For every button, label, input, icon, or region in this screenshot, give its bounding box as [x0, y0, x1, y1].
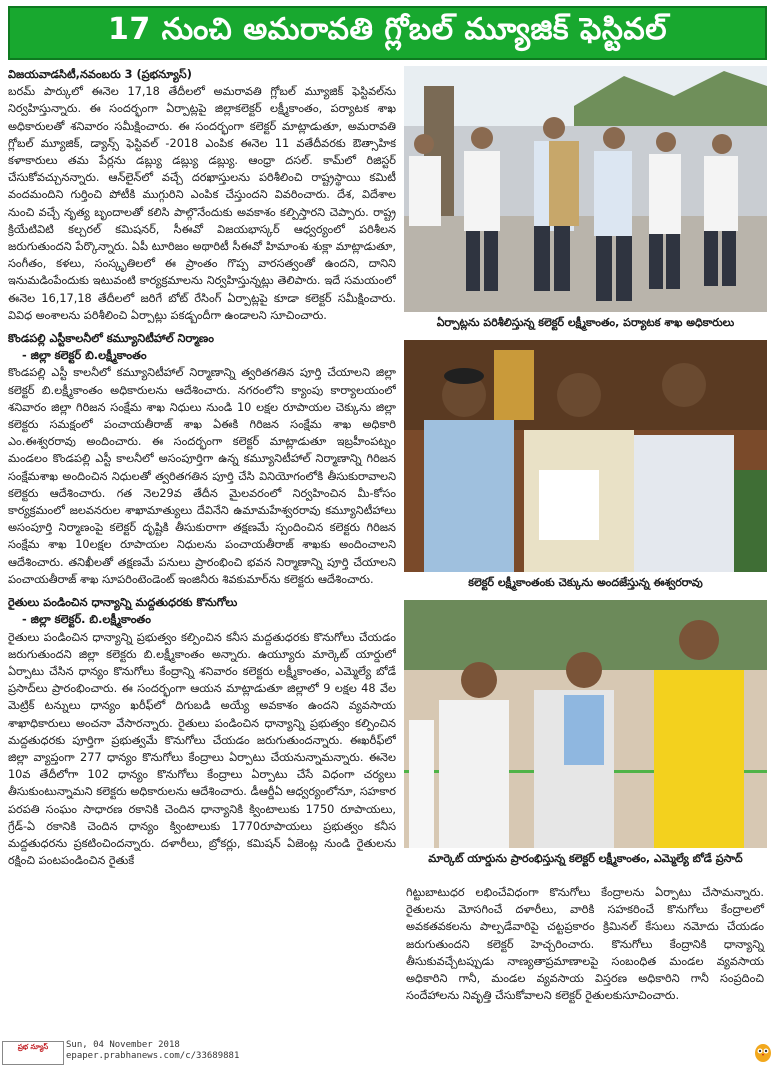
edition-date: Sun, 04 November 2018	[66, 1040, 180, 1050]
headline: 17 నుంచి అమరావతి గ్లోబల్ మ్యూజిక్ ఫెస్టివల్	[107, 12, 668, 47]
photo-market-yard	[404, 600, 767, 848]
owl-icon	[754, 1042, 772, 1062]
left-column	[8, 66, 396, 1036]
article1-body: బరమ్ పార్కులో ఈనెల 17,18 తేదీలలో అమరావతి గ్లోబల్ మ్యూజిక్ ఫెస్టివల్‌ను నిర్వహిస్తున్నారు. ఈ సందర్భంగా ఏర్పాట్లపై జిల్లాకలెక్టర్ లక్ష్మీకాంతం, పర్యాటక శాఖ అధికారులతో శనివారం సమీక్షించారు. ఈ సందర్భంగా కలెక్టర్ మాట్లాడుతూ, అమరావతి గ్లోబల్ మ్యూజిక్, డ్యాన్స్ ఫెస్టివల్ -2018 ఎంపిక ఈనెల 11 వతేదీవరకు ఔత్సాహిక కళాకారులు తమ పేర్లను డబ్ల్యు డబ్ల్యు డబ్ల్యు. ఆంధ్రా దసల్. కామ్‌లో రిజిస్టర్ చేసుకోవచ్చునన్నారు. ఆన్‌లైన్‌లో వచ్చే దరఖాస్తులను పరిశీలించి రాష్ట్రస్థాయి కమిటీ వందమందిని గుర్తించి పోటీకి ముగ్గురిని ఎంపిక చేస్తుందని వివరించారు. దేశ, విదేశాల నుంచి వచ్చే నృత్య బృందాలతో కలిసి పాల్గొనేందుకు అవకాశం కల్పిస్తారని చెప్పారు. రాష్ట్ర క్రియేటివిటి కల్చరల్ కమిషనర్, సీఈవో విజయభాస్కర్ ఆధ్వర్యంలో పరిశీలన జరుగుతుందని పేర్కొన్నారు. ఏపీ టూరిజం అథారిటీ సీఈవో హిమాంశు శుక్లా మాట్లాడుతూ, సంగీతం, కళలు, సంస్కృతిలలో ఈ ప్రాంతం గొప్ప వారసత్వంతో ఉందని, దానిని ఇనుమడింపేందుకు ఇటువంటి కార్యక్రమాలను నిర్వహిస్తున్నట్లు తెలిపారు. ఇదే సమయంలో ఈనెల 16,17,18 తేదీలలో జరిగే బోట్ రేసింగ్ ఏర్పాట్లపై కూడా కలెక్టర్ సమీక్షించారు. వివిధ అంశాలను పరిశీలించి ఏర్పాట్లు పకడ్బందీగా ఉండాలని సూచించారు.	[8, 85, 396, 322]
photo3-caption: మార్కెట్ యార్డును ప్రారంభిస్తున్న కలెక్టర్ లక్ష్మీకాంతం, ఎమ్మెల్యే బోడే ప్రసాద్	[428, 852, 743, 865]
dateline: విజయవాడసిటీ,నవంబరు 3 (ప్రభన్యూస్)	[8, 68, 192, 81]
article3-title: రైతులు పండించిన ధాన్యాన్ని మద్దతుధరకు కొనుగోలు	[8, 596, 238, 610]
article3-continued: గిట్టుబాటుధర లభించేవిధంగా కొనుగోలు కేంద్రాలను ఏర్పాటు చేసామన్నారు. రైతులను మోసగించే దళారీలు, వారికి సహకరించే కొనుగోలు కేంద్రాలలో అవకతవకలను పాల్పడేవారిపై చట్టప్రకారం క్రిమినల్ కేసులు నమోదు చేయడం జరుగుతుందని కలెక్టర్ హెచ్చరించారు. కొనుగోలు కేంద్రానికి ధాన్యాన్ని తీసుకువచ్చేటప్పుడు నాణ్యతాప్రమాణాలపై సంబంధిత మండల వ్యవసాయ అధికారిని గానీ, మండల వ్యవసాయ విస్తరణ అధికారిని గానీ సంప్రదించి సందేహాలను నివృత్తి చేసుకోవాలని కలెక్టర్ రైతులకుసూచించారు.	[406, 886, 764, 1003]
photo2-caption: కలెక్టర్ లక్ష్మీకాంతంకు చెక్కును అందజేస్తున్న ఈశ్వరరావు	[468, 576, 703, 589]
article2-body: కొండపల్లి ఎస్టీ కాలనీలో కమ్యూనిటీహాల్ నిర్మాణాన్ని త్వరితగతిన పూర్తి చేయాలని జిల్లా కలెక్టర్ బి.లక్ష్మీకాంతం అధికారులను ఆదేశించారు. నగరంలోని క్యాంపు కార్యాలయంలో శనివారం జిల్లా గిరిజన సంక్షేమ శాఖ నిధులు నుండి 10 లక్షల రూపాయల చెక్కును జిల్లా కలెక్టరు సమక్షంలో పంచాయతీరాజ్ శాఖ ఏఈకి గిరిజన సంక్షేమ శాఖ అధికారి ఎం.ఈశ్వరరావు అందించారు. ఈ సందర్భంగా కలెక్టర్ మాట్లాడుతూ ఇబ్రహీంపట్నం మండలం కొండపల్లి ఎస్టీ కాలనీలో అసంపూర్తిగా ఉన్న కమ్యూనిటీహాల్ నిర్మాణాన్ని గిరిజన సంక్షేమశాఖ అందించిన నిధులతో త్వరితగతిన పూర్తి చేసి వినియోగంలోకి తీసుకురావాలని కలెక్టరు ఆదేశించారు. గత నెల29వ తేదీన మైలవరంలో నిర్వహించిన మీ-కోసం కార్యక్రమంలో జలవనరుల శాఖామాత్యులు దేవినేని ఉమామహేశ్వరరావు కమ్యూనిటీహాలు అసంపూర్తి నిర్మాణంపై కలెక్టర్ దృష్టికి తీసుకురాగా తక్షణమే స్పందించిన కలెక్టరు గిరిజన సంక్షేమ శాఖ 10లక్షల రూపాయల నిధులను పంచాయతీరాజ్ శాఖకు అందించాలని ఆదేశించారు. తనిఖీలతో తక్షణమే పనులు ప్రారంభించి భవన నిర్మాణాన్ని పూర్తి చేయాలని పంచాయతీరాజ్ శాఖ సూపరింటెండెంట్ ఇంజినీరు శివకుమార్‌ను కలెక్టరు ఆదేశించారు.	[8, 366, 396, 586]
photo-inspection	[404, 66, 767, 312]
article3-subtitle: - జిల్లా కలెక్టర్. బి.లక్ష్మీకాంతం	[22, 613, 151, 627]
article3-body: రైతులు పండించిన ధాన్యాన్ని ప్రభుత్వం కల్పించిన కనీస మద్దతుధరకు కొనుగోలు చేయడం జరుగుతుందని జిల్లా కలెక్టరు బి.లక్ష్మీకాంతం అన్నారు. ఉయ్యూరు మార్కెట్ యార్డులో ఏర్పాటు చేసిన ధాన్యం కొనుగోలు కేంద్రాన్ని శనివారం కలెక్టరు లక్ష్మీకాంతం, ఎమ్మెల్యే బోడే ప్రసాద్‌లు ప్రారంభించారు. ఈ సందర్భంగా ఆయన మాట్లాడుతూ జిల్లాలో 9 లక్షల 48 వేల మెట్రిక్ టన్నులు ధాన్యం ఖరీఫ్‌లో దిగుబడి అయ్యే అవకాశం ఉందని వ్యవసాయ శాఖాధికారులు అంచనా వేసారన్నారు. రైతులు పండించిన ధాన్యాన్ని ప్రభుత్వం కల్పించిన మద్దతుధరకు పూర్తిగా ప్రభుత్వమే కొనుగోలు చేయడం జరుగుతుందన్నారు. ఈఖరీఫ్‌లో జిల్లా వ్యాప్తంగా 277 ధాన్యం కొనుగోలు కేంద్రాలు ఏర్పాటు చేయనున్నామన్నారు. ఈనెల 10వ తేదీలోగా 102 ధాన్యం కొనుగోలు కేంద్రాలు ఏర్పాటు చేసే విధంగా చర్యలు తీసుకుంటున్నామని కలెక్టరు అధికారులను ఆదేశించారు. డీఆర్డీఏ ఆధ్వర్యంలోనూ, సహకార పరపతి సంఘం సాధారణ రకానికి చెందిన ధాన్యానికి క్వింటాలుకు 1750 రూపాయలు, గ్రేడ్-ఏ రకానికి చెందిన ధాన్యం క్వింటాలుకు 1770రూపాయలు ప్రభుత్వం కనీస మద్దతుధరను ప్రకటించిందన్నారు. దళారీలు, బ్రోకర్లు, కమిషన్ ఏజెంట్ల నుండి రైతులను రక్షించి పంటపండించిన రైతుకే	[8, 630, 396, 868]
newspaper-logo: ప్రభ న్యూస్	[2, 1041, 64, 1065]
photo1-caption: ఏర్పాట్లను పరిశీలిస్తున్న కలెక్టర్ లక్ష్మీకాంతం, పర్యాటక శాఖ అధికారులు	[436, 316, 735, 329]
article2-title: కొండపల్లి ఎస్టీకాలనీలో కమ్యూనిటీహాల్ నిర్మాణం	[8, 332, 214, 346]
photo-cheque-handover	[404, 340, 767, 572]
article2-subtitle: - జిల్లా కలెక్టర్ బి.లక్ష్మీకాంతం	[22, 349, 147, 363]
headline-banner	[8, 6, 767, 60]
epaper-link[interactable]: epaper.prabhanews.com/c/33689881	[66, 1051, 240, 1061]
